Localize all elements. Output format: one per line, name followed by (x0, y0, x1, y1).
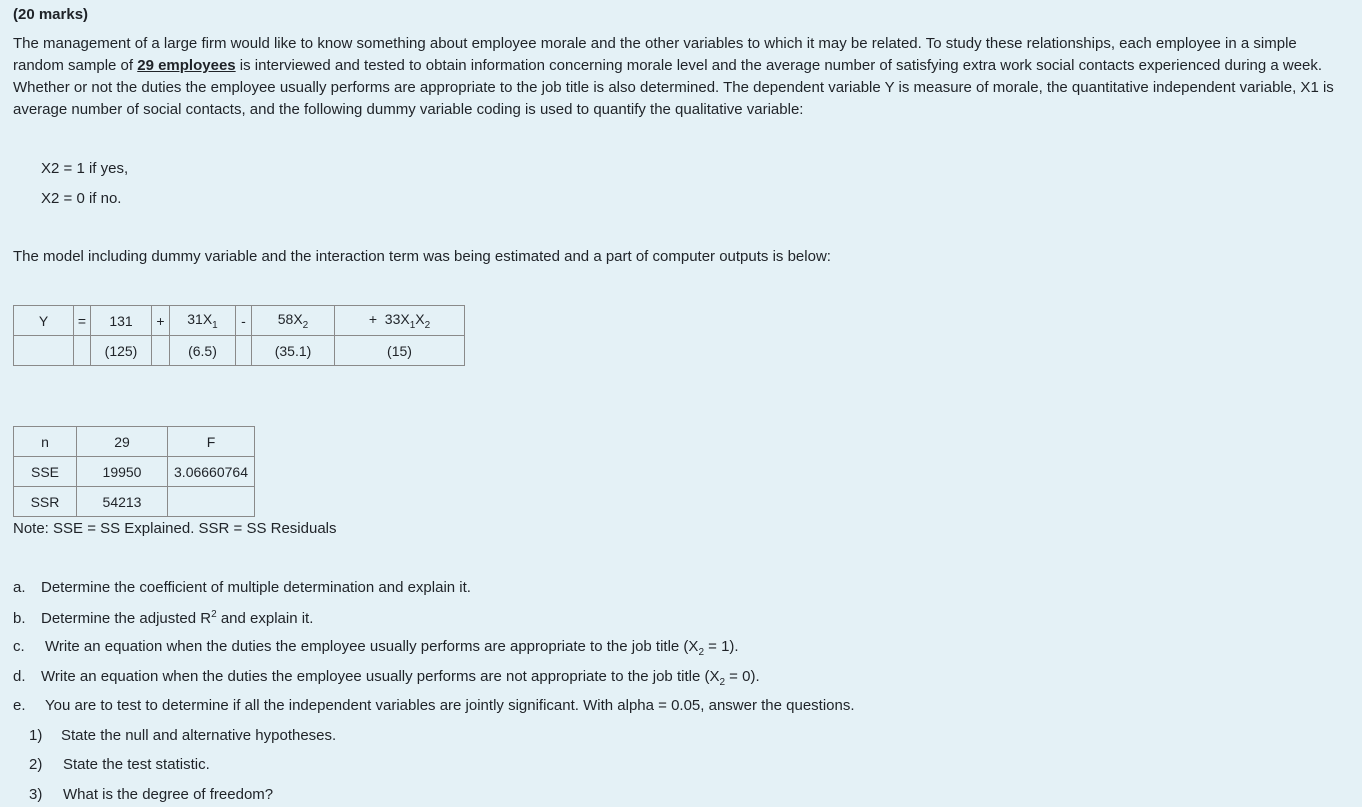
sub-question-3: 3) What is the degree of freedom? (29, 786, 274, 803)
eq-intercept: 131 (91, 306, 152, 336)
se-empty-1 (14, 336, 74, 366)
se-empty-3 (152, 336, 170, 366)
equation-table (13, 305, 465, 366)
f-value: 3.06660764 (168, 457, 255, 487)
eq-minus: - (236, 306, 252, 336)
equation-row (14, 306, 465, 336)
se-empty-4 (236, 336, 252, 366)
eq-x2-coef: $58X_2$ (252, 306, 335, 336)
intro-text-after: is interviewed and tested to obtain information concerning morale level and the average number of satisfying extra work social contacts experienced during a week. Whether or not the duties the employee usually performs are appropriate to the job title is also determined. The dependent variable Y is measure of morale, the quantitative independent variable, X1 is average number of social contacts, and the following dummy variable coding is used to quantify the qualitative variable: (13, 57, 1334, 118)
question-a: a. Determine the coefficient of multiple determination and explain it. (13, 579, 471, 596)
intro-paragraph (13, 33, 1343, 121)
intro-bold-sample: 29 employees (137, 57, 236, 74)
n-label: n (14, 427, 77, 457)
sub-question-1: 1) State the null and alternative hypotheses. (29, 727, 337, 744)
model-intro: The model including dummy variable and the interaction term was being estimated and a part of computer outputs is below: (13, 248, 831, 265)
sse-label: SSE (14, 457, 77, 487)
sub-question-2: 2) State the test statistic. (29, 756, 210, 773)
eq-interaction-coef: + $33X_1X_2$ (335, 306, 465, 336)
dummy-no: X2 = 0 if no. (41, 190, 122, 207)
se-x1: (6.5) (170, 336, 236, 366)
eq-plus: + (152, 306, 170, 336)
ssr-label: SSR (14, 487, 77, 517)
anova-table (13, 426, 255, 517)
stats-row-sse (14, 457, 255, 487)
intro-text-before: The management of a large firm would like to know something about employee morale and the other variables to which it may be related. To study these relationships, each employee in a simple random sample of (13, 35, 1297, 74)
question-c: c. Write an equation when the duties the employee usually performs are appropriate to the job title $(X_2 = 1)$. (13, 638, 739, 658)
ssr-empty (168, 487, 255, 517)
marks-heading: (20 marks) (13, 6, 89, 23)
eq-x1-coef: $31X_1$ (170, 306, 236, 336)
se-interaction: (15) (335, 336, 465, 366)
n-value: 29 (77, 427, 168, 457)
question-b: b. Determine the adjusted $R^2$ and explain it. (13, 609, 314, 627)
ssr-value: 54213 (77, 487, 168, 517)
se-x2: (35.1) (252, 336, 335, 366)
sse-value: 19950 (77, 457, 168, 487)
se-intercept: (125) (91, 336, 152, 366)
question-e: e. You are to test to determine if all the independent variables are jointly significant. With alpha = 0.05, answer the questions. (13, 697, 855, 714)
stats-row-ssr (14, 487, 255, 517)
stats-row-n (14, 427, 255, 457)
f-label: F (168, 427, 255, 457)
dummy-yes: X2 = 1 if yes, (41, 160, 129, 177)
note: Note: SSE = SS Explained. SSR = SS Residuals (13, 520, 337, 537)
question-d: d. Write an equation when the duties the employee usually performs are not appropriate to the job title $(X_2 = 0)$. (13, 668, 760, 688)
se-empty-2 (74, 336, 91, 366)
std-error-row (14, 336, 465, 366)
eq-equals: = (74, 306, 91, 336)
eq-y: Y (14, 306, 74, 336)
